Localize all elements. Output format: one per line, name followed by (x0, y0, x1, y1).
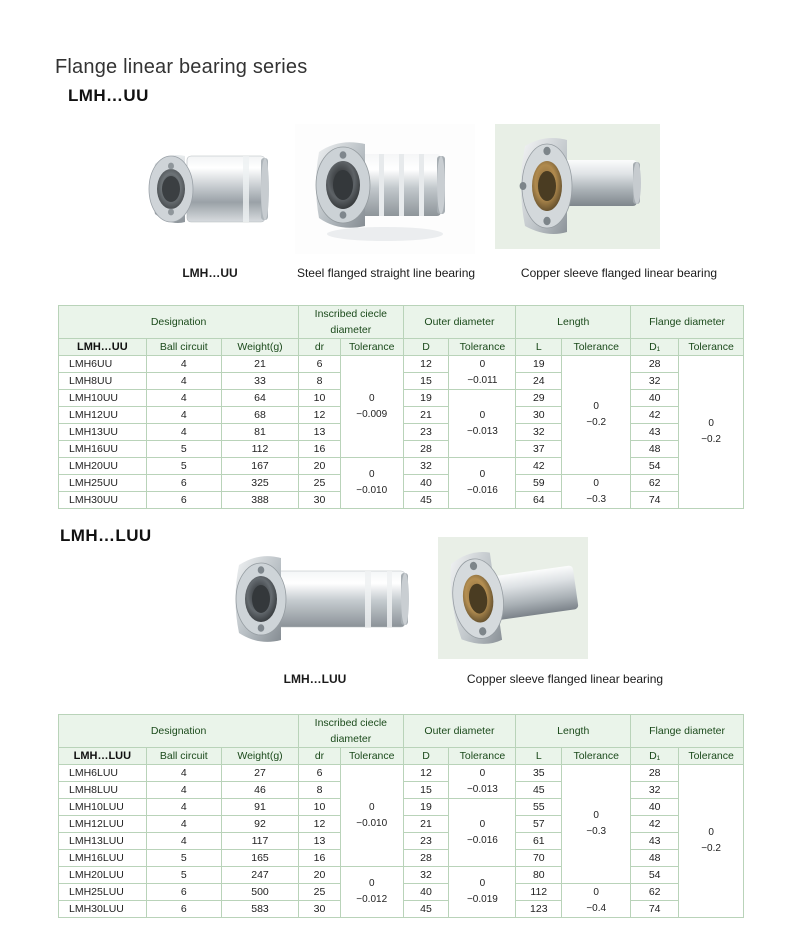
cell-name: LMH12LUU (59, 816, 147, 833)
tol-bot: −0.010 (356, 485, 388, 496)
cell-dr: 6 (299, 765, 341, 782)
header-tolerance-d1: Tolerance (679, 748, 744, 765)
cell-ball: 4 (146, 799, 221, 816)
tol-top: 0 (479, 818, 486, 830)
cell-ball: 4 (146, 833, 221, 850)
cell-d1: 48 (631, 850, 679, 867)
cell-ball: 5 (146, 458, 221, 475)
header-length: Length (516, 715, 631, 748)
header-flange: Flange diameter (631, 715, 744, 748)
cell-d1: 40 (631, 799, 679, 816)
cell-weight: 33 (221, 373, 298, 390)
header-l: L (516, 339, 562, 356)
cell-tolerance-d-a (449, 765, 516, 799)
cell-weight: 91 (221, 799, 298, 816)
caption-lmh-uu: LMH…UU (182, 266, 238, 280)
tol-top: 0 (479, 469, 486, 480)
cell-d: 19 (403, 390, 449, 407)
cell-ball: 4 (146, 424, 221, 441)
cell-ball: 5 (146, 850, 221, 867)
cell-ball: 6 (146, 901, 221, 918)
cell-name: LMH25LUU (59, 884, 147, 901)
cell-l: 32 (516, 424, 562, 441)
cell-ball: 4 (146, 390, 221, 407)
cell-weight: 46 (221, 782, 298, 799)
cell-name: LMH13LUU (59, 833, 147, 850)
cell-d1: 32 (631, 373, 679, 390)
cell-tolerance-l-b (562, 884, 631, 918)
cell-weight: 68 (221, 407, 298, 424)
cell-l: 29 (516, 390, 562, 407)
product-images-row-1 (55, 118, 755, 263)
cell-tolerance-l-a (562, 765, 631, 884)
tol-bot: −0.2 (586, 417, 607, 428)
cell-weight: 583 (221, 901, 298, 918)
header-weight: Weight(g) (221, 748, 298, 765)
cell-tolerance-d-b (449, 390, 516, 458)
header-inscribed: Inscribed ciecle diameter (299, 715, 403, 748)
cell-name: LMH25UU (59, 475, 147, 492)
cell-d: 28 (403, 441, 449, 458)
cell-weight: 92 (221, 816, 298, 833)
cell-tolerance-dr-b (340, 458, 403, 509)
cell-weight: 325 (221, 475, 298, 492)
cell-d1: 48 (631, 441, 679, 458)
tol-bot: −0.012 (356, 894, 388, 905)
cell-ball: 4 (146, 782, 221, 799)
cell-l: 55 (516, 799, 562, 816)
cell-l: 70 (516, 850, 562, 867)
cell-name: LMH8UU (59, 373, 147, 390)
cell-name: LMH30LUU (59, 901, 147, 918)
cell-l: 123 (516, 901, 562, 918)
cell-l: 57 (516, 816, 562, 833)
cell-name: LMH20LUU (59, 867, 147, 884)
cell-dr: 12 (299, 816, 341, 833)
tol-top: 0 (368, 392, 375, 404)
cell-dr: 30 (299, 901, 341, 918)
cell-l: 80 (516, 867, 562, 884)
cell-l: 30 (516, 407, 562, 424)
header-length: Length (516, 306, 631, 339)
cell-weight: 112 (221, 441, 298, 458)
section-2-title: LMH…LUU (60, 526, 152, 545)
cell-d: 32 (403, 458, 449, 475)
header-d: D (403, 339, 449, 356)
header-weight: Weight(g) (221, 339, 298, 356)
tol-bot: −0.011 (467, 374, 498, 386)
cell-d1: 43 (631, 833, 679, 850)
cell-tolerance-d-b (449, 799, 516, 867)
table-header-sub-row (59, 339, 744, 356)
table-header-group-row (59, 306, 744, 339)
product-photo-lmh-luu (215, 545, 415, 660)
cell-d1: 40 (631, 390, 679, 407)
table-header-sub-row (59, 748, 744, 765)
cell-tolerance-d-c (449, 458, 516, 509)
cell-tolerance-d1 (679, 356, 744, 509)
cell-dr: 20 (299, 867, 341, 884)
tol-top: 0 (368, 469, 375, 480)
cell-l: 37 (516, 441, 562, 458)
header-tolerance-l: Tolerance (562, 748, 631, 765)
header-ball-circuit: Ball circuit (146, 339, 221, 356)
cell-l: 19 (516, 356, 562, 373)
cell-d: 32 (403, 867, 449, 884)
tol-bot: −0.3 (586, 826, 607, 837)
cell-ball: 4 (146, 407, 221, 424)
cell-dr: 20 (299, 458, 341, 475)
cell-ball: 5 (146, 867, 221, 884)
cell-dr: 13 (299, 833, 341, 850)
cell-d: 40 (403, 475, 449, 492)
cell-tolerance-d-a (449, 356, 516, 390)
table-row (59, 356, 744, 373)
cell-dr: 12 (299, 407, 341, 424)
tol-top: 0 (593, 810, 599, 821)
product-photo-copper-sleeve (495, 124, 660, 249)
cell-l: 112 (516, 884, 562, 901)
tol-bot: −0.013 (466, 783, 498, 795)
cell-tolerance-dr-b (340, 867, 403, 918)
cell-d1: 74 (631, 492, 679, 509)
cell-name: LMH6UU (59, 356, 147, 373)
product-photo-steel-flanged (295, 124, 475, 254)
header-designation: Designation (59, 306, 299, 339)
header-tolerance-d1: Tolerance (679, 339, 744, 356)
cell-name: LMH12UU (59, 407, 147, 424)
cell-name: LMH16UU (59, 441, 147, 458)
cell-ball: 4 (146, 816, 221, 833)
tol-bot: −0.016 (466, 834, 498, 846)
tol-bot: −0.2 (701, 843, 721, 854)
spec-table-lmh-luu (58, 714, 744, 918)
cell-d1: 62 (631, 475, 679, 492)
product-photo-lmh-uu (125, 138, 300, 248)
table-row (59, 765, 744, 782)
cell-dr: 10 (299, 799, 341, 816)
cell-name: LMH8LUU (59, 782, 147, 799)
tol-top: 0 (479, 409, 486, 421)
tol-top: 0 (368, 878, 375, 889)
cell-weight: 81 (221, 424, 298, 441)
cell-name: LMH6LUU (59, 765, 147, 782)
caption-steel-flanged: Steel flanged straight line bearing (296, 266, 476, 280)
header-dr: dr (299, 748, 341, 765)
spec-table-lmh-uu (58, 305, 744, 509)
cell-d: 21 (403, 407, 449, 424)
header-flange: Flange diameter (631, 306, 744, 339)
cell-dr: 6 (299, 356, 341, 373)
tol-top: 0 (593, 477, 599, 489)
tol-top: 0 (708, 418, 714, 429)
cell-d1: 28 (631, 765, 679, 782)
header-designation: Designation (59, 715, 299, 748)
tol-bot: −0.010 (356, 817, 388, 829)
tol-top: 0 (479, 878, 486, 889)
header-d1: D₁ (631, 339, 679, 356)
tol-top: 0 (593, 401, 599, 412)
cell-name: LMH20UU (59, 458, 147, 475)
cell-weight: 27 (221, 765, 298, 782)
cell-d1: 42 (631, 407, 679, 424)
cell-d: 12 (403, 356, 449, 373)
cell-l: 45 (516, 782, 562, 799)
cell-d: 21 (403, 816, 449, 833)
cell-dr: 25 (299, 884, 341, 901)
tol-top: 0 (708, 827, 714, 838)
cell-d1: 42 (631, 816, 679, 833)
tol-bot: −0.019 (466, 894, 498, 905)
cell-tolerance-d1 (679, 765, 744, 918)
cell-d: 28 (403, 850, 449, 867)
cell-d1: 54 (631, 867, 679, 884)
cell-d1: 28 (631, 356, 679, 373)
header-d: D (403, 748, 449, 765)
cell-dr: 13 (299, 424, 341, 441)
cell-name: LMH10UU (59, 390, 147, 407)
header-ball-circuit: Ball circuit (146, 748, 221, 765)
cell-d: 15 (403, 373, 449, 390)
caption-copper-sleeve: Copper sleeve flanged linear bearing (520, 266, 718, 280)
cell-name: LMH13UU (59, 424, 147, 441)
cell-weight: 500 (221, 884, 298, 901)
cell-dr: 30 (299, 492, 341, 509)
cell-d1: 32 (631, 782, 679, 799)
header-tolerance-dr: Tolerance (340, 748, 403, 765)
header-inscribed: Inscribed ciecle diameter (299, 306, 403, 339)
cell-weight: 247 (221, 867, 298, 884)
table-row (59, 867, 744, 884)
page-title: Flange linear bearing series (55, 56, 308, 78)
cell-d: 15 (403, 782, 449, 799)
cell-dr: 16 (299, 850, 341, 867)
cell-tolerance-l-b (562, 475, 631, 509)
cell-ball: 4 (146, 373, 221, 390)
cell-ball: 4 (146, 356, 221, 373)
cell-name: LMH10LUU (59, 799, 147, 816)
cell-ball: 5 (146, 441, 221, 458)
header-outer: Outer diameter (403, 715, 516, 748)
cell-name: LMH16LUU (59, 850, 147, 867)
caption-lmh-luu: LMH…LUU (283, 672, 347, 686)
cell-d1: 74 (631, 901, 679, 918)
header-l: L (516, 748, 562, 765)
caption-copper-sleeve-long: Copper sleeve flanged linear bearing (466, 672, 664, 686)
cell-weight: 117 (221, 833, 298, 850)
section-1-title: LMH…UU (68, 86, 149, 105)
cell-tolerance-dr-a (340, 765, 403, 867)
cell-ball: 6 (146, 884, 221, 901)
cell-ball: 6 (146, 475, 221, 492)
tol-bot: −0.3 (586, 493, 607, 505)
cell-d: 19 (403, 799, 449, 816)
cell-tolerance-d-c (449, 867, 516, 918)
cell-d: 40 (403, 884, 449, 901)
cell-l: 64 (516, 492, 562, 509)
cell-l: 35 (516, 765, 562, 782)
header-d1: D₁ (631, 748, 679, 765)
header-tolerance-d: Tolerance (449, 339, 516, 356)
cell-d1: 54 (631, 458, 679, 475)
tol-top: 0 (593, 886, 599, 898)
cell-dr: 25 (299, 475, 341, 492)
cell-l: 61 (516, 833, 562, 850)
cell-dr: 16 (299, 441, 341, 458)
header-name: LMH…UU (59, 339, 147, 356)
header-tolerance-l: Tolerance (562, 339, 631, 356)
cell-dr: 10 (299, 390, 341, 407)
cell-weight: 165 (221, 850, 298, 867)
cell-d: 23 (403, 424, 449, 441)
cell-dr: 8 (299, 373, 341, 390)
tol-bot: −0.4 (586, 902, 607, 914)
cell-d: 45 (403, 492, 449, 509)
cell-weight: 167 (221, 458, 298, 475)
cell-d: 45 (403, 901, 449, 918)
cell-ball: 6 (146, 492, 221, 509)
header-name: LMH…LUU (59, 748, 147, 765)
tol-top: 0 (368, 801, 375, 813)
tol-bot: −0.016 (466, 485, 498, 496)
cell-d: 12 (403, 765, 449, 782)
header-tolerance-d: Tolerance (449, 748, 516, 765)
cell-weight: 388 (221, 492, 298, 509)
cell-weight: 64 (221, 390, 298, 407)
tol-bot: −0.2 (701, 434, 721, 445)
cell-tolerance-l-a (562, 356, 631, 475)
cell-tolerance-dr-a (340, 356, 403, 458)
header-tolerance-dr: Tolerance (340, 339, 403, 356)
tol-top: 0 (479, 767, 486, 779)
cell-ball: 4 (146, 765, 221, 782)
cell-dr: 8 (299, 782, 341, 799)
cell-d1: 62 (631, 884, 679, 901)
product-photo-copper-sleeve-long (438, 537, 588, 659)
header-outer: Outer diameter (403, 306, 516, 339)
cell-d1: 43 (631, 424, 679, 441)
table-row (59, 458, 744, 475)
tol-top: 0 (479, 358, 486, 370)
cell-l: 42 (516, 458, 562, 475)
cell-d: 23 (403, 833, 449, 850)
header-dr: dr (299, 339, 341, 356)
cell-l: 59 (516, 475, 562, 492)
table-header-group-row (59, 715, 744, 748)
tol-bot: −0.009 (356, 408, 388, 420)
cell-name: LMH30UU (59, 492, 147, 509)
cell-l: 24 (516, 373, 562, 390)
cell-weight: 21 (221, 356, 298, 373)
tol-bot: −0.013 (466, 425, 498, 437)
